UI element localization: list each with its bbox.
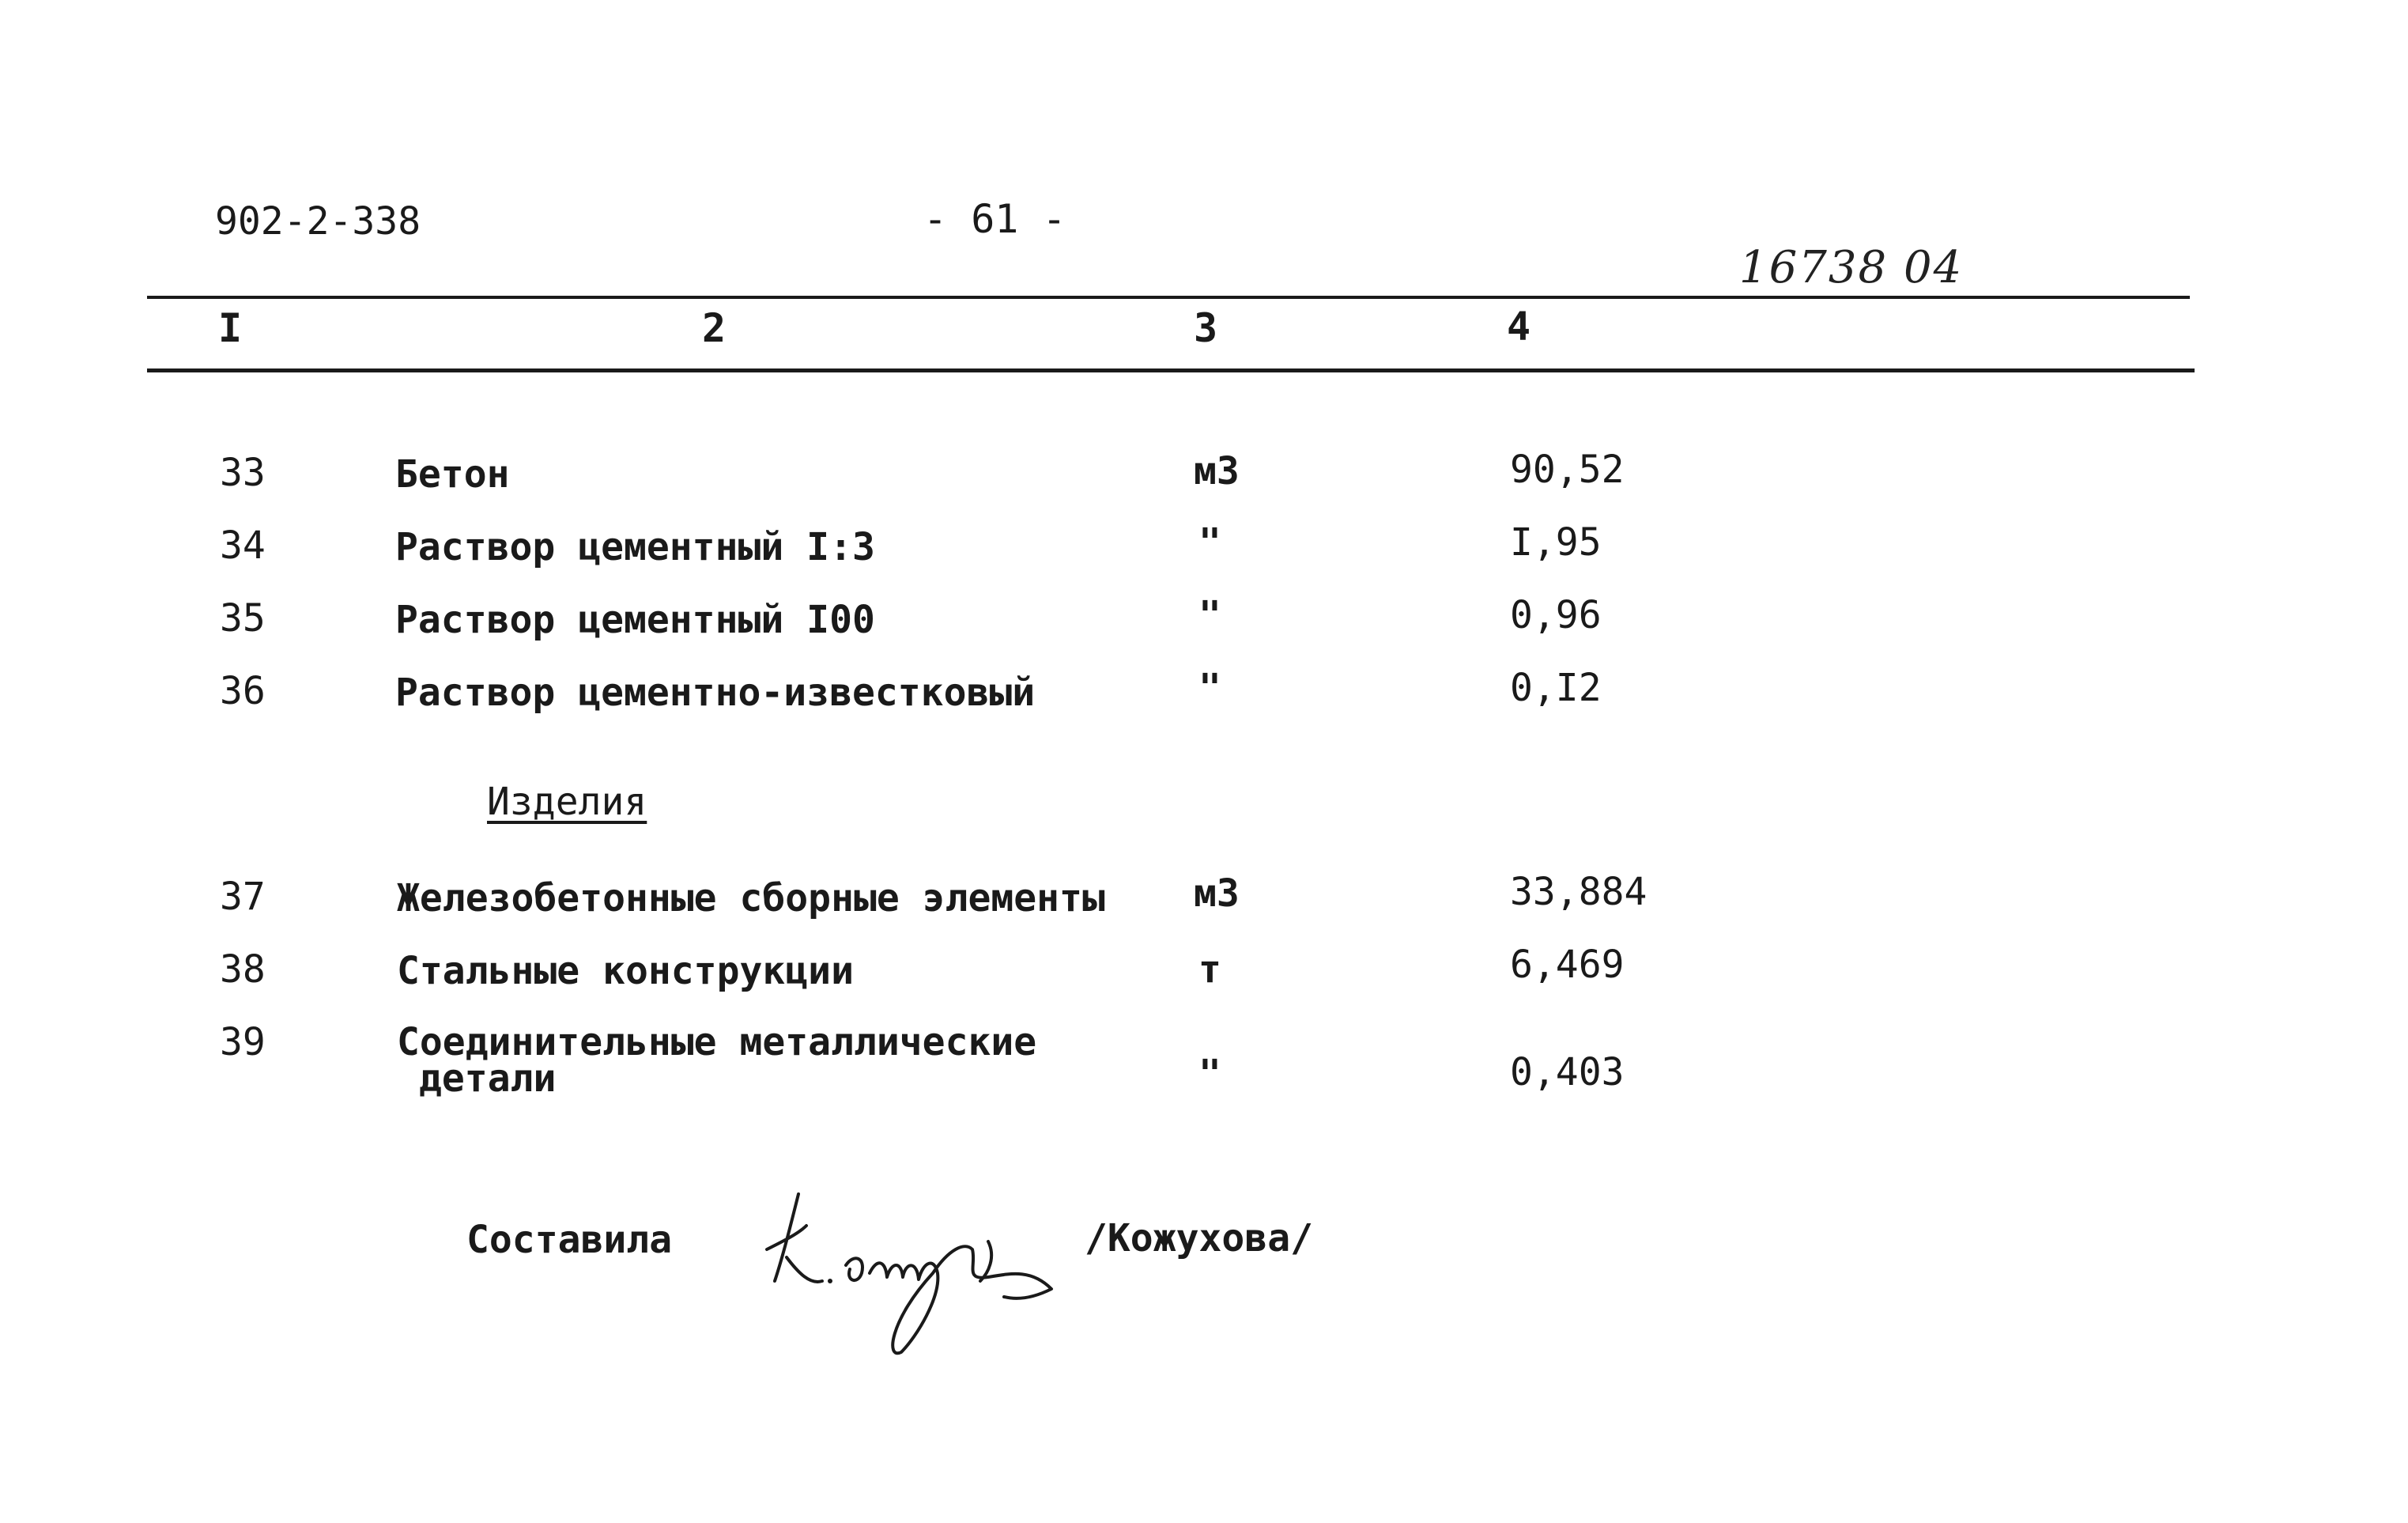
- row-number: 39: [220, 1020, 266, 1064]
- row-value: I,95: [1510, 520, 1602, 565]
- column-header-1: I: [218, 305, 243, 351]
- row-name: Раствор цементно-известковый: [395, 671, 1036, 715]
- row-name: Раствор цементный I:3: [395, 525, 875, 569]
- row-number: 37: [220, 875, 266, 919]
- row-unit: м3: [1194, 449, 1240, 493]
- row-name: Стальные конструкции: [397, 949, 854, 993]
- row-value: 90,52: [1510, 448, 1625, 492]
- row-value: 0,I2: [1510, 666, 1602, 710]
- row-unit: ": [1198, 520, 1221, 565]
- column-header-2: 2: [702, 305, 727, 351]
- row-name-line1: Соединительные металлические: [397, 1020, 1037, 1064]
- row-unit: ": [1198, 1052, 1221, 1096]
- header-top-rule: [147, 296, 2190, 299]
- row-number: 35: [220, 596, 266, 641]
- row-number: 38: [220, 947, 266, 992]
- row-name: Железобетонные сборные элементы: [397, 876, 1105, 920]
- document-code: 902-2-338: [215, 199, 421, 244]
- row-value: 33,884: [1510, 870, 1647, 914]
- row-unit: ": [1198, 593, 1221, 637]
- row-name: Бетон: [395, 452, 510, 497]
- row-name-line2: детали: [419, 1056, 557, 1101]
- row-unit: м3: [1194, 871, 1240, 916]
- row-value: 0,403: [1510, 1050, 1625, 1094]
- row-value: 6,469: [1510, 943, 1625, 987]
- row-value: 0,96: [1510, 593, 1602, 637]
- row-number: 33: [220, 451, 266, 495]
- row-number: 36: [220, 669, 266, 713]
- handwritten-number: 16738 04: [1739, 242, 1964, 293]
- signature-icon: [751, 1162, 1099, 1368]
- row-unit: т: [1198, 947, 1221, 992]
- column-header-3: 3: [1194, 305, 1218, 351]
- column-header-4: 4: [1507, 304, 1531, 350]
- row-unit: ": [1198, 666, 1221, 710]
- section-title: Изделия: [487, 780, 647, 824]
- row-number: 34: [220, 523, 266, 568]
- signatory-name: /Кожухова/: [1085, 1216, 1313, 1260]
- header-bottom-rule: [147, 368, 2195, 372]
- row-name: Раствор цементный I00: [395, 598, 875, 642]
- page-number: - 61 -: [923, 196, 1066, 242]
- compiled-by-label: Составила: [466, 1218, 673, 1262]
